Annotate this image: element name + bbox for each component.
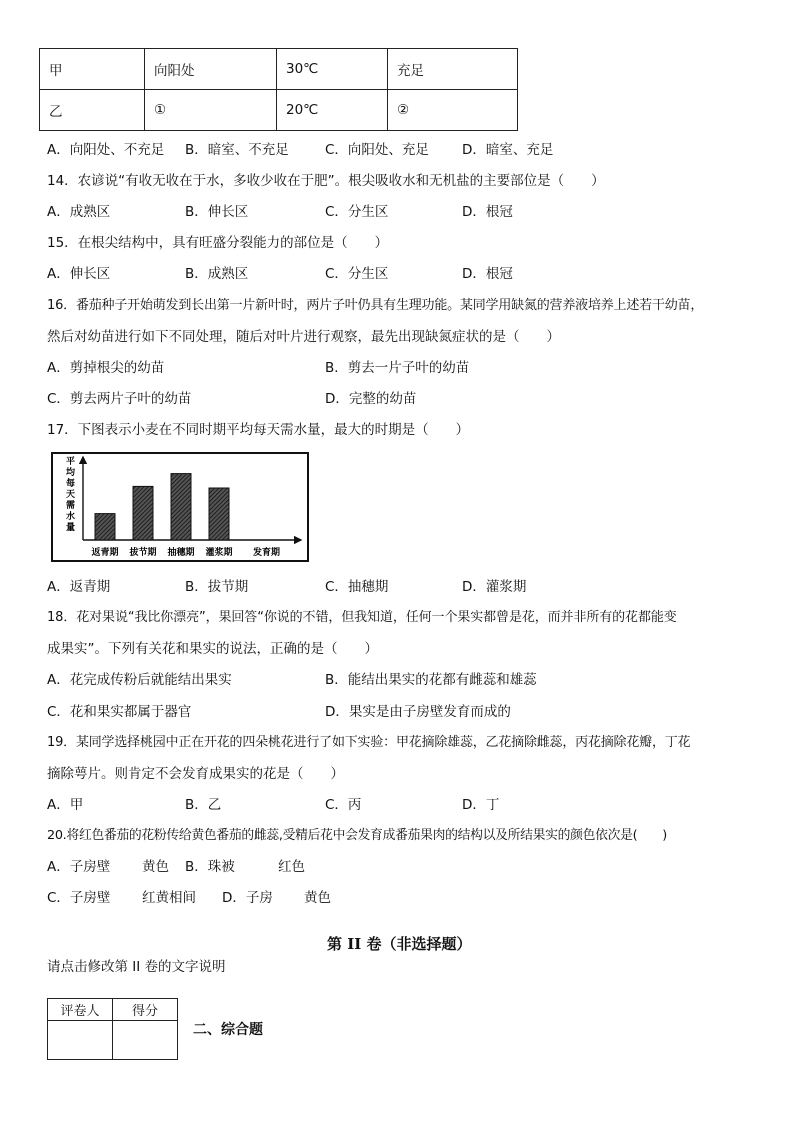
tick-label-2: 拔节期: [129, 548, 157, 558]
q15-option-b: B．成熟区: [185, 266, 249, 282]
table-row: [40, 49, 518, 90]
bar-4: [209, 488, 229, 540]
score-table: [47, 998, 178, 1060]
q20-option-a: A．子房壁: [47, 859, 111, 875]
score-cell-grader: [48, 1021, 113, 1060]
water-need-chart: [51, 452, 309, 562]
tick-label-3: 抽穗期: [167, 548, 195, 558]
q19-stem-line2: 摘除萼片。则肯定不会发育成果实的花是（ ）: [47, 766, 344, 782]
q18-stem-line2: 成果实”。下列有关花和果实的说法，正确的是（ ）: [47, 641, 378, 657]
q13-option-c: C．向阳处、充足: [325, 142, 429, 158]
table-cell: 30℃: [277, 49, 388, 90]
q20-option-b: B．珠被: [185, 859, 235, 875]
q18-option-b: B．能结出果实的花都有雌蕊和雄蕊: [325, 672, 537, 688]
q15-option-c: C．分生区: [325, 266, 389, 282]
q17-option-b: B．拔节期: [185, 579, 249, 595]
table-cell: 向阳处: [145, 49, 277, 90]
q15-stem: 15．在根尖结构中，具有旺盛分裂能力的部位是（ ）: [47, 235, 389, 251]
table-cell: 乙: [40, 90, 145, 131]
q20-option-d-color: 黄色: [304, 890, 331, 906]
q14-option-d: D．根冠: [462, 204, 513, 220]
q17-option-c: C．抽穗期: [325, 579, 389, 595]
q13-option-d: D．暗室、充足: [462, 142, 554, 158]
q20-option-b-color: 红色: [278, 859, 305, 875]
table-row: [40, 90, 518, 131]
q17-stem: 17．下图表示小麦在不同时期平均每天需水量，最大的时期是（ ）: [47, 422, 470, 438]
q19-option-c: C．丙: [325, 797, 362, 813]
q16-option-c: C．剪去两片子叶的幼苗: [47, 391, 192, 407]
q14-option-a: A．成熟区: [47, 204, 111, 220]
score-header-score: 得分: [113, 999, 178, 1021]
q18-option-a: A．花完成传粉后就能结出果实: [47, 672, 232, 688]
section-note: 请点击修改第 II 卷的文字说明: [47, 959, 226, 975]
bar-1: [95, 514, 115, 540]
q14-stem: 14．农谚说“有收无收在于水，多收少收在于肥”。根尖吸收水和无机盐的主要部位是（ ）: [47, 173, 605, 189]
q19-option-d: D．丁: [462, 797, 500, 813]
q15-option-d: D．根冠: [462, 266, 513, 282]
q16-stem-line2: 然后对幼苗进行如下不同处理，随后对叶片进行观察，最先出现缺氮症状的是（ ）: [47, 329, 560, 345]
q20-option-d: D．子房: [222, 890, 273, 906]
bar-3: [171, 474, 191, 540]
q20-option-a-color: 黄色: [142, 859, 169, 875]
table-cell: 20℃: [277, 90, 388, 131]
q18-option-c: C．花和果实都属于器官: [47, 704, 192, 720]
water-need-chart-svg: [53, 454, 307, 560]
bar-2: [133, 486, 153, 540]
table-cell: 充足: [388, 49, 518, 90]
q19-stem-line1: 19．某同学选择桃园中正在开花的四朵桃花进行了如下实验：甲花摘除雄蕊，乙花摘除雌蕊，丙花摘除花瓣，丁花: [47, 735, 691, 750]
y-axis-label: 平均每天需水量: [66, 457, 76, 533]
q19-option-a: A．甲: [47, 797, 84, 813]
x-axis-label: 发育期: [253, 548, 281, 558]
q18-option-d: D．果实是由子房壁发育而成的: [325, 704, 511, 720]
tick-label-4: 灌浆期: [205, 548, 233, 558]
q14-option-c: C．分生区: [325, 204, 389, 220]
q20-option-c-color: 红黄相间: [142, 890, 196, 906]
q17-option-a: A．返青期: [47, 579, 111, 595]
q13-option-a: A．向阳处、不充足: [47, 142, 165, 158]
table-cell: ②: [388, 90, 518, 131]
tick-label-1: 返青期: [91, 548, 119, 558]
conditions-table: [39, 48, 518, 131]
table-cell: ①: [145, 90, 277, 131]
score-header-grader: 评卷人: [48, 999, 113, 1021]
q16-option-b: B．剪去一片子叶的幼苗: [325, 360, 470, 376]
table-cell: 甲: [40, 49, 145, 90]
q17-option-d: D．灌浆期: [462, 579, 527, 595]
q14-option-b: B．伸长区: [185, 204, 249, 220]
part-title: 二、综合题: [193, 1022, 263, 1038]
q16-option-a: A．剪掉根尖的幼苗: [47, 360, 165, 376]
q16-stem-line1: 16．番茄种子开始萌发到长出第一片新叶时，两片子叶仍具有生理功能。某同学用缺氮的营养液培养上述若干幼苗，: [47, 298, 704, 313]
q20-option-c: C．子房壁: [47, 890, 111, 906]
q19-option-b: B．乙: [185, 797, 222, 813]
q16-option-d: D．完整的幼苗: [325, 391, 417, 407]
q15-option-a: A．伸长区: [47, 266, 111, 282]
score-cell-score: [113, 1021, 178, 1060]
q18-stem-line1: 18．花对果说“我比你漂亮”，果回答“你说的不错，但我知道，任何一个果实都曾是花，而并非所有的花都能变: [47, 610, 677, 625]
q20-stem: 20.将红色番茄的花粉传给黄色番茄的雌蕊,受精后花中会发育成番茄果肉的结构以及所结果实的颜色依次是( ): [47, 828, 667, 843]
q13-option-b: B．暗室、不充足: [185, 142, 289, 158]
section-title: 第 II 卷（非选择题）: [327, 935, 472, 953]
